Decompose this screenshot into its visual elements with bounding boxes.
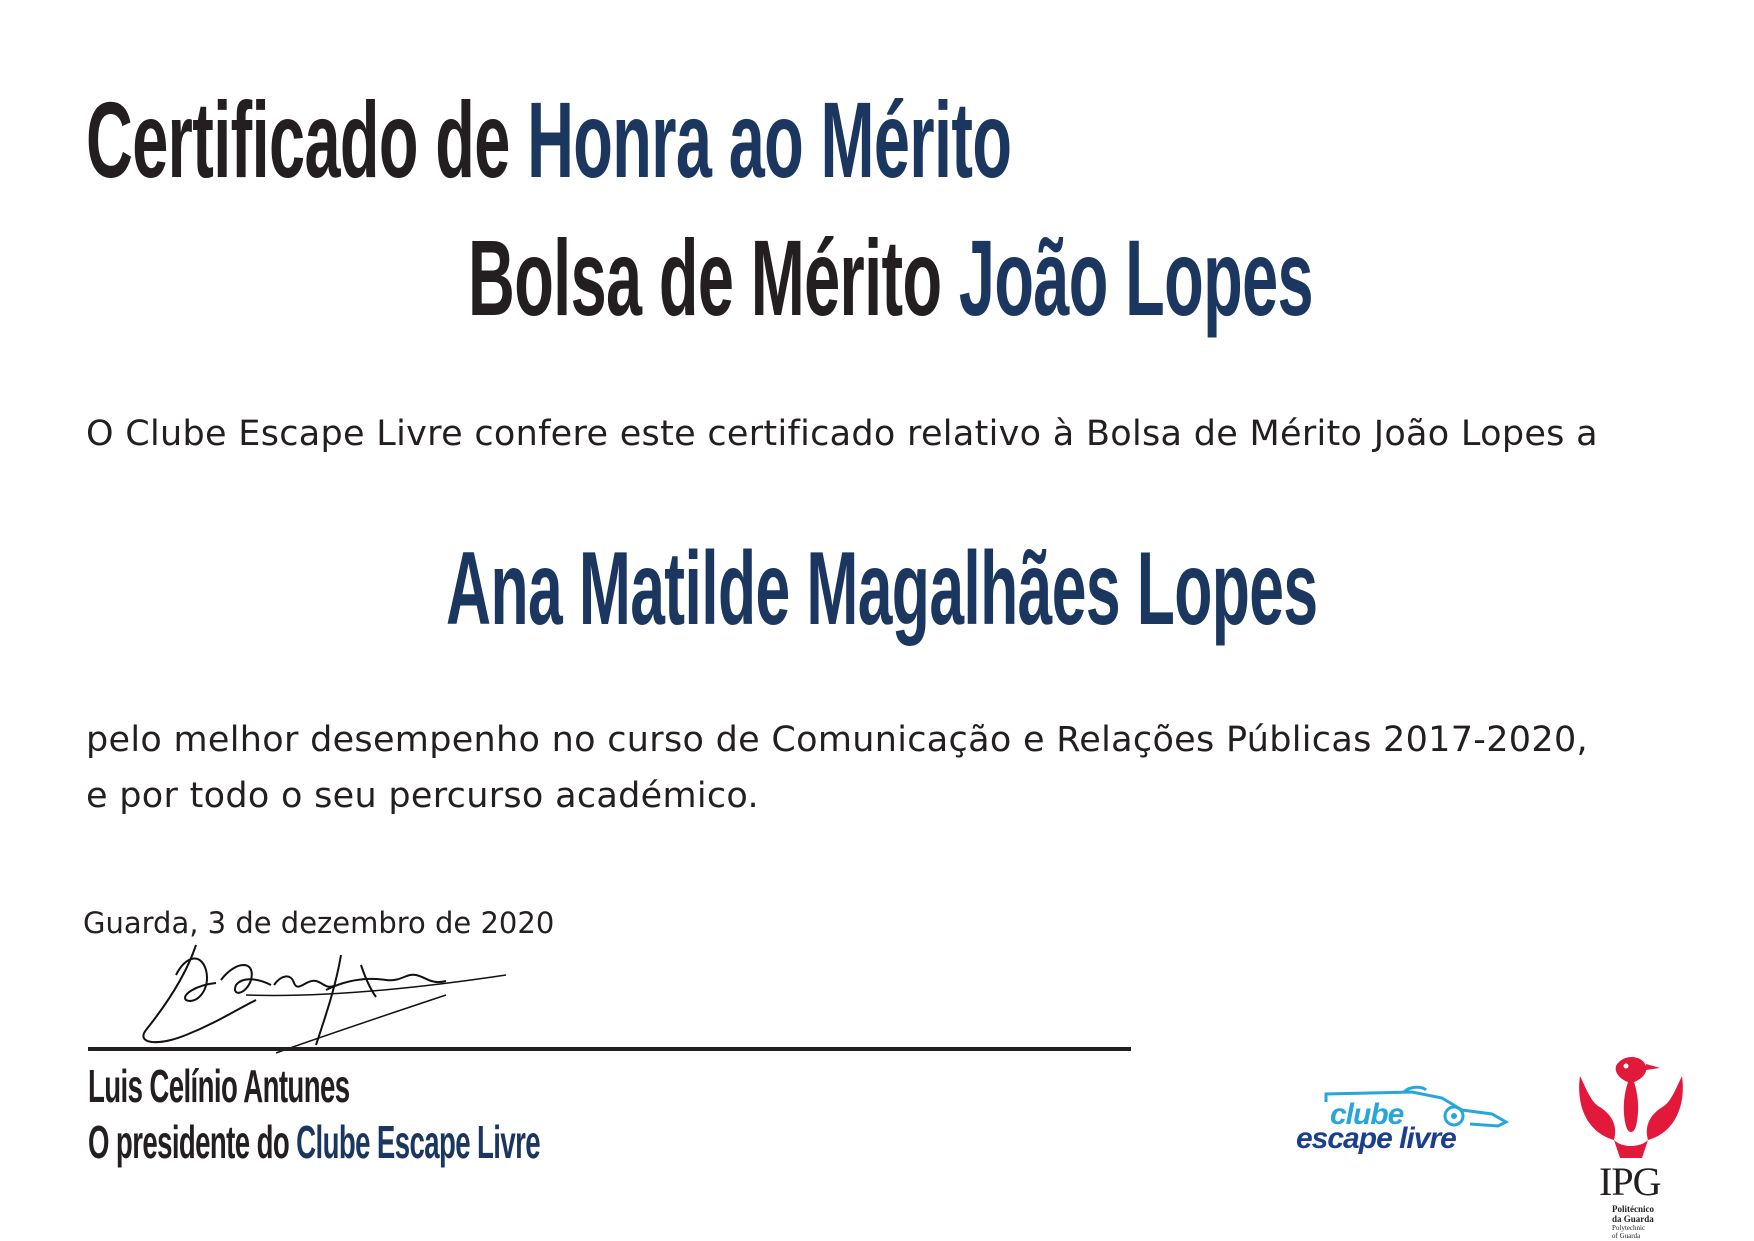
intro-text: O Clube Escape Livre confere este certificado relativo à Bolsa de Mérito João Lopes a bbox=[86, 414, 1598, 454]
title-line1-dark: Certificado de bbox=[86, 79, 528, 200]
issue-date: Guarda, 3 de dezembro de 2020 bbox=[83, 906, 555, 940]
club-logo-text-line2: escape livre bbox=[1296, 1122, 1456, 1155]
ipg-sub-line1: Politécnico bbox=[1612, 1204, 1654, 1214]
title-line2-dark: Bolsa de Mérito bbox=[468, 217, 959, 338]
ipg-sub-line2: da Guarda bbox=[1612, 1214, 1654, 1224]
ipg-logo bbox=[1576, 1054, 1686, 1240]
handwritten-signature bbox=[126, 935, 526, 1055]
ipg-logo-letters: IPG bbox=[1599, 1159, 1661, 1204]
ipg-logo-subtitle bbox=[1612, 1204, 1654, 1240]
recipient-name bbox=[446, 528, 1754, 649]
signer-name bbox=[88, 1058, 524, 1114]
merit-description-line1: pelo melhor desempenho no curso de Comunicação e Relações Públicas 2017-2020, bbox=[86, 720, 1588, 760]
title-line2-blue: João Lopes bbox=[958, 217, 1313, 338]
signer-name-text: Luis Celínio Antunes bbox=[88, 1060, 350, 1112]
ipg-sub-line4: of Guarda bbox=[1612, 1232, 1641, 1240]
merit-description bbox=[86, 712, 1588, 824]
clube-escape-livre-logo bbox=[1292, 1084, 1514, 1156]
signature-line bbox=[88, 1047, 1131, 1051]
recipient-name-text: Ana Matilde Magalhães Lopes bbox=[446, 531, 1318, 647]
title-line1-blue: Honra ao Mérito bbox=[527, 79, 1012, 200]
ipg-sub-line3: Polytechnic bbox=[1612, 1224, 1646, 1232]
ipg-eagle-icon bbox=[1576, 1054, 1686, 1162]
certificate-title-line2 bbox=[468, 218, 1754, 339]
signer-role bbox=[88, 1114, 841, 1170]
signer-role-blue: Clube Escape Livre bbox=[296, 1116, 541, 1168]
certificate-title-line1 bbox=[86, 80, 1628, 201]
signer-role-dark: O presidente do bbox=[88, 1116, 297, 1168]
merit-description-line2: e por todo o seu percurso académico. bbox=[86, 776, 759, 816]
club-logo-text-line1: clube bbox=[1330, 1098, 1404, 1131]
